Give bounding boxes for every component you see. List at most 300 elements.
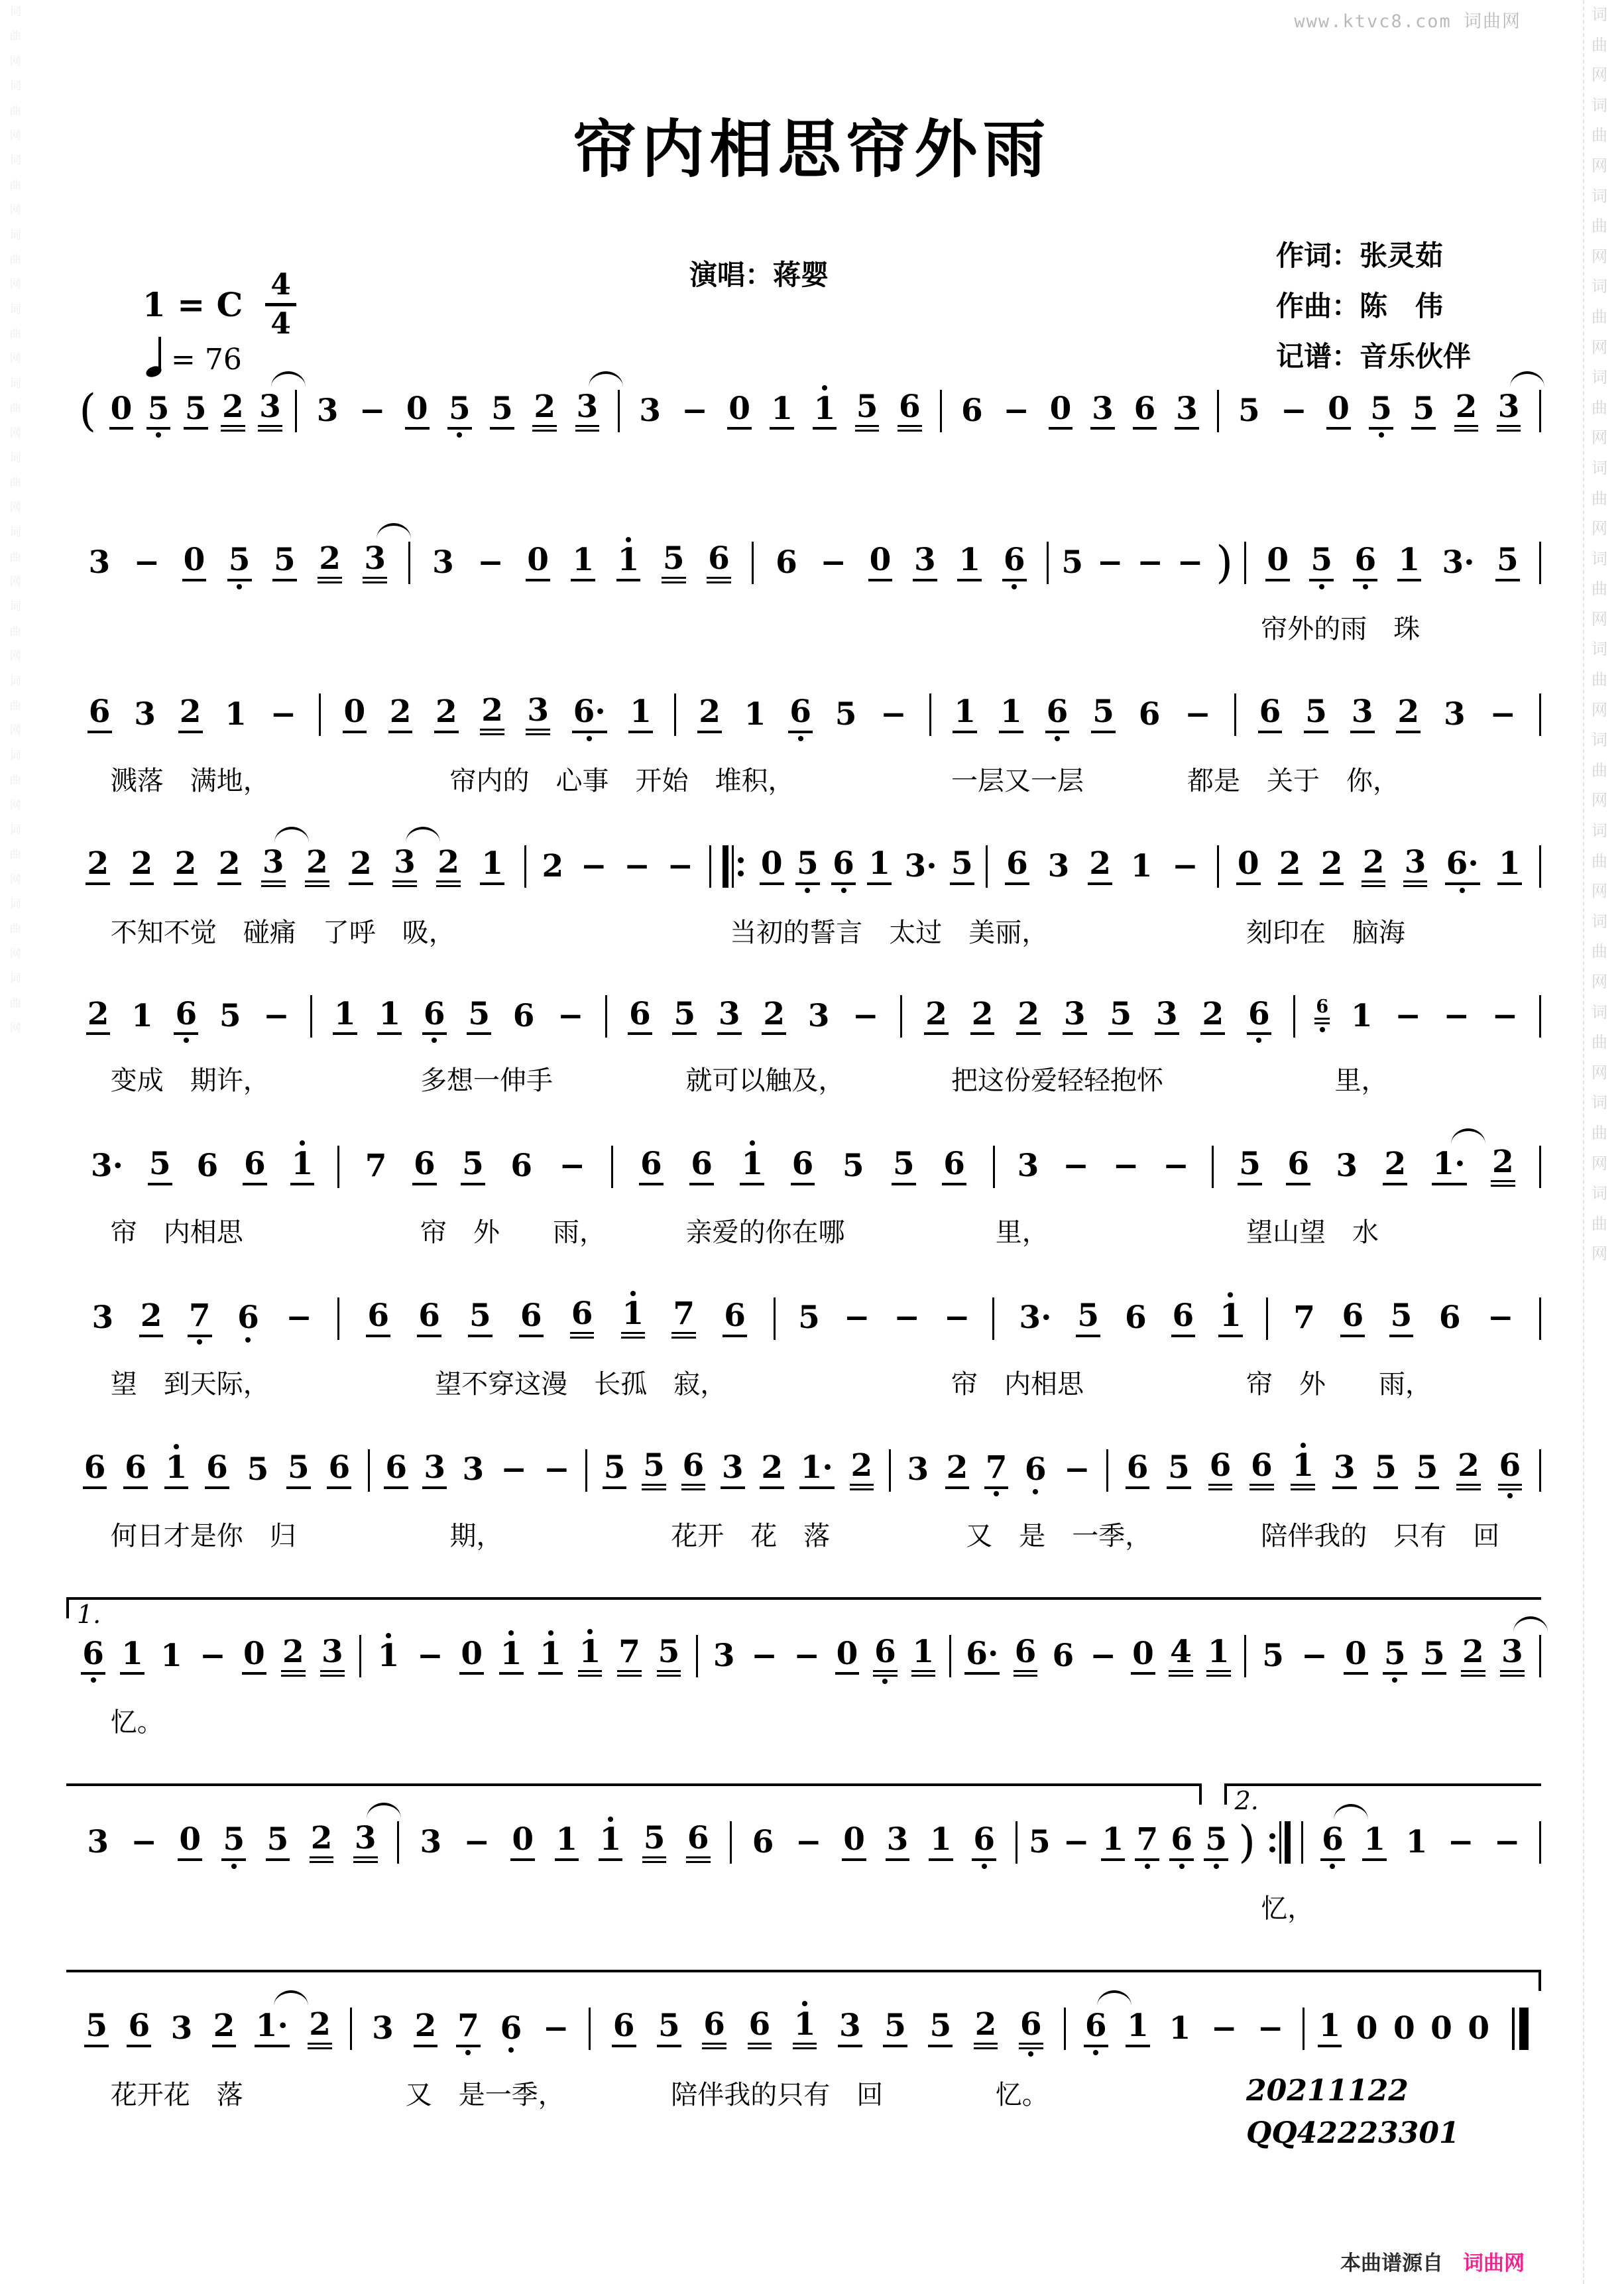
- note-value: −: [581, 847, 607, 884]
- note-value: 6·: [964, 1638, 1000, 1675]
- note: [414, 2000, 438, 2057]
- note-value: 6: [83, 1452, 107, 1489]
- note: [1183, 689, 1212, 741]
- note-value: 6: [1438, 1299, 1461, 1337]
- note-value: 5: [642, 1450, 666, 1490]
- lyric-segment: 当初的誓言 太过 美丽，: [730, 917, 1049, 948]
- note: [903, 841, 939, 893]
- note: [1309, 534, 1334, 591]
- note: [84, 2000, 109, 2057]
- note: [1061, 1140, 1090, 1193]
- volta-bracket: [66, 1597, 1541, 1629]
- note-value: 5: [672, 998, 697, 1036]
- measure: [931, 686, 1234, 743]
- note: [788, 686, 813, 743]
- note-value: 5: [461, 1148, 485, 1185]
- note: [308, 1999, 332, 2059]
- note-value: 3: [353, 1823, 378, 1863]
- note: [182, 534, 207, 591]
- note: [702, 1999, 726, 2059]
- note: [681, 1440, 706, 1500]
- note-value: 5: [1373, 1452, 1398, 1489]
- measure: [526, 841, 709, 893]
- note-value: 6: [174, 998, 198, 1036]
- note: [1304, 686, 1328, 743]
- note-value: 2: [388, 696, 413, 733]
- note: [1278, 838, 1303, 895]
- note-value: −: [793, 1638, 820, 1674]
- measure: [66, 381, 295, 442]
- note: [628, 686, 653, 743]
- note-value: −: [544, 1451, 570, 1488]
- note: [221, 381, 245, 442]
- note: [526, 685, 550, 745]
- note: [1318, 2000, 1342, 2057]
- note: [1247, 989, 1271, 1046]
- low-octave-dot-slot: [91, 1675, 96, 1685]
- note-value: 1: [1497, 848, 1522, 885]
- score: [66, 381, 1541, 2151]
- note: [1076, 1290, 1100, 1347]
- octave-dot: [994, 1491, 999, 1496]
- note: [542, 2003, 570, 2055]
- note: [953, 686, 977, 743]
- note-value: 6: [1052, 1638, 1074, 1674]
- note-value: −: [500, 1451, 527, 1488]
- octave-dot: [1379, 432, 1384, 438]
- note-value: 5: [247, 1451, 269, 1488]
- note: [1397, 534, 1422, 591]
- note: [384, 1442, 408, 1499]
- note: [556, 991, 585, 1043]
- note-value: 6: [1169, 1824, 1194, 1861]
- key-signature: 1 = C: [143, 285, 243, 324]
- octave-dot: [1320, 1027, 1325, 1032]
- volta-label: 2.: [1234, 1785, 1259, 1815]
- note-value: 6: [87, 696, 112, 733]
- note: [255, 2000, 290, 2057]
- note-value: 6: [243, 1148, 267, 1185]
- note-value: 1: [911, 1636, 936, 1677]
- note: [760, 838, 784, 895]
- lyric-segment: 一层又一层: [951, 765, 1084, 796]
- note-value: 6: [788, 696, 813, 733]
- note: [1169, 1626, 1193, 1687]
- note: [886, 1814, 910, 1871]
- quarter-note-icon: [146, 337, 163, 377]
- note-value: −: [1489, 695, 1516, 733]
- measure: [66, 989, 310, 1046]
- note: [130, 838, 154, 895]
- note: [1498, 1440, 1523, 1500]
- measure: [321, 685, 674, 745]
- measure: [66, 533, 408, 593]
- octave-dot: [237, 584, 242, 589]
- note-value: 2: [434, 696, 459, 733]
- note-value: 5: [447, 393, 472, 430]
- measure: [361, 1626, 696, 1687]
- note-value: 0: [405, 393, 430, 430]
- note-value: 3·: [90, 1148, 123, 1185]
- note: [1422, 1628, 1446, 1685]
- low-octave-dot-slot: [805, 885, 810, 895]
- note: [1286, 1138, 1310, 1195]
- note: [1300, 1630, 1328, 1683]
- note-value: 2: [850, 1450, 874, 1490]
- note-value: 6: [873, 1636, 898, 1677]
- note-value: 0: [459, 1638, 484, 1675]
- note-value: −: [270, 695, 297, 733]
- lyric-segment: 变成 期许，: [110, 1065, 270, 1097]
- note-value: −: [1137, 544, 1163, 581]
- note: [316, 385, 340, 438]
- lyric-segment: 把这份爱轻轻抱怀: [951, 1065, 1163, 1097]
- note: [628, 989, 652, 1046]
- note: [855, 381, 880, 442]
- note-value: −: [880, 695, 907, 733]
- notation-line: [66, 381, 1541, 442]
- note: [509, 1140, 534, 1193]
- octave-dot: [882, 1679, 888, 1684]
- note: [572, 686, 607, 743]
- note: [1063, 1444, 1091, 1496]
- note-value: −: [624, 847, 650, 884]
- note: [320, 1626, 345, 1687]
- repeat-dot: [738, 871, 744, 876]
- note-value: 3: [1350, 696, 1375, 733]
- note-value: 6: [960, 392, 983, 429]
- note: [526, 534, 550, 591]
- note: [1486, 1292, 1515, 1345]
- note: [1060, 537, 1084, 589]
- note-value: 6: [327, 1452, 351, 1489]
- note-value: 3: [1497, 391, 1521, 432]
- note-value: 1: [1397, 544, 1422, 581]
- volta-label: 1.: [77, 1600, 101, 1629]
- note-value: 2: [86, 998, 111, 1036]
- note-value: 5: [1422, 1638, 1446, 1675]
- note: [1495, 534, 1520, 591]
- repeat-dot: [1269, 1846, 1275, 1852]
- close-paren: ): [1238, 1817, 1255, 1868]
- note: [911, 1626, 936, 1687]
- note-value: 6: [510, 1148, 533, 1185]
- note-value: 5: [1304, 696, 1328, 733]
- note: [1002, 534, 1027, 591]
- note-value: 5: [657, 2010, 681, 2047]
- note: [928, 2000, 953, 2057]
- octave-dot: [1179, 1864, 1185, 1869]
- note: [242, 1628, 266, 1685]
- note-value: 1: [290, 1148, 315, 1185]
- note-value: 1: [740, 1148, 764, 1185]
- note: [91, 1292, 115, 1345]
- note-value: 1: [160, 1638, 182, 1674]
- note-value: −: [1395, 998, 1421, 1034]
- note: [284, 1292, 313, 1345]
- note-value: 5: [950, 848, 974, 885]
- measure: [66, 686, 319, 743]
- lyric-segment: 都是 关于 你，: [1187, 765, 1399, 796]
- note-value: 3·: [1442, 544, 1475, 581]
- octave-dot: [1093, 2050, 1098, 2055]
- low-octave-dot-slot: [1256, 1035, 1261, 1045]
- note-value: 3: [1155, 998, 1179, 1036]
- low-octave-dot-slot: [1379, 430, 1384, 440]
- note-value: 2: [1016, 998, 1041, 1036]
- note-value: 5: [795, 848, 820, 885]
- note-value: 3: [1090, 393, 1115, 430]
- note-value: −: [1064, 1451, 1090, 1488]
- low-octave-dot-slot: [432, 1035, 437, 1045]
- note-value: 3: [170, 2010, 193, 2047]
- note: [1314, 988, 1330, 1034]
- low-octave-dot-slot: [197, 1337, 202, 1347]
- note: [358, 385, 386, 438]
- measure: [988, 838, 1216, 895]
- note-value: −: [1163, 1148, 1189, 1185]
- note: [174, 838, 198, 895]
- note-value: 5: [1076, 1300, 1100, 1337]
- note: [1016, 1140, 1041, 1193]
- note-value: 3: [420, 1823, 442, 1860]
- note: [1249, 1440, 1274, 1500]
- note: [1047, 841, 1071, 893]
- low-octave-dot-slot: [1363, 581, 1368, 591]
- low-octave-dot-slot: [1055, 733, 1060, 743]
- note: [1392, 2003, 1417, 2055]
- octave-dot: [1319, 584, 1324, 589]
- note-value: −: [1487, 1299, 1514, 1337]
- note: [109, 383, 134, 440]
- note-value: 6: [831, 848, 856, 885]
- measure: [66, 1626, 359, 1687]
- note: [1135, 537, 1164, 589]
- note-value: 6: [1045, 696, 1070, 733]
- note-value: 6: [1133, 393, 1157, 430]
- octave-dot: [184, 1038, 189, 1043]
- date-stamp: 20211122: [1246, 2073, 1409, 2108]
- note-value: 6: [1314, 998, 1330, 1024]
- note: [666, 841, 695, 893]
- note: [795, 838, 820, 895]
- note-value: 6: [512, 998, 535, 1034]
- notation-line: [66, 1999, 1541, 2059]
- lyric-segment: 帘内的 心事 开始 堆积，: [449, 765, 795, 796]
- note-value: −: [1301, 1638, 1328, 1674]
- note-value: 5: [842, 1148, 864, 1185]
- note: [371, 2003, 395, 2055]
- octave-dot: [432, 1038, 437, 1043]
- system-row-9: [66, 1592, 1541, 1752]
- note: [1027, 1817, 1052, 1869]
- note: [1350, 686, 1375, 743]
- note-value: 2: [281, 1636, 306, 1677]
- note: [417, 1290, 441, 1347]
- note-head: [145, 364, 163, 379]
- note: [1332, 1442, 1357, 1499]
- note-value: 5: [467, 998, 491, 1036]
- repeat-dots: [738, 857, 744, 876]
- note-value: 3: [907, 1451, 929, 1488]
- octave-dot: [1256, 1038, 1261, 1043]
- note-value: 6: [972, 1824, 996, 1861]
- repeat-dot: [738, 857, 744, 863]
- notation-line: [66, 1440, 1541, 1500]
- octave-dot: [508, 1630, 514, 1636]
- note-value: 5: [146, 393, 171, 430]
- note: [422, 989, 447, 1046]
- note: [436, 837, 461, 897]
- barline: [1539, 1297, 1541, 1340]
- notation-line: [66, 837, 1541, 897]
- repeat-end-icon: [1265, 1821, 1291, 1864]
- tie-arc: [274, 827, 309, 843]
- note: [459, 1628, 484, 1685]
- note-value: 2: [480, 695, 504, 735]
- note-value: 5: [1262, 1638, 1284, 1674]
- lyrics-line: [66, 1197, 1541, 1262]
- note: [1432, 1138, 1467, 1195]
- note: [1171, 841, 1199, 893]
- notation-line: [66, 989, 1541, 1046]
- note-value: 0: [727, 393, 752, 430]
- note-value: 5: [266, 1824, 290, 1861]
- note-value: 6: [412, 1148, 437, 1185]
- note: [1489, 689, 1517, 741]
- lyric-segment: 帘 外 雨，: [1246, 1369, 1432, 1400]
- lyric-segment: 帘 内相思: [110, 1217, 243, 1248]
- note-value: 5: [221, 1824, 246, 1861]
- note-value: 1: [538, 1638, 563, 1675]
- note: [468, 1290, 493, 1347]
- octave-dot: [798, 736, 803, 741]
- note-value: 6: [1126, 1452, 1150, 1489]
- note: [1135, 1814, 1159, 1871]
- measure: [613, 1138, 993, 1195]
- open-paren: (: [79, 385, 97, 437]
- note-value: 6: [776, 544, 797, 581]
- note: [221, 1814, 246, 1871]
- note: [1091, 686, 1116, 743]
- note: [542, 1444, 571, 1496]
- lyric-segment: 溅落 满地，: [110, 765, 270, 796]
- note-value: 3: [432, 544, 454, 581]
- note-value: 2: [308, 2009, 332, 2049]
- note: [851, 991, 880, 1043]
- note-value: 6: [417, 1300, 441, 1337]
- note-value: 6: [127, 2010, 151, 2047]
- lyric-segment: 帘 内相思: [951, 1369, 1084, 1400]
- note: [1389, 1290, 1414, 1347]
- note: [434, 686, 459, 743]
- measure: [1236, 686, 1539, 743]
- note-value: 5: [148, 1148, 172, 1185]
- note: [1383, 1138, 1407, 1195]
- time-signature-denominator: 4: [270, 307, 291, 341]
- note-value: −: [751, 1638, 778, 1674]
- octave-dot: [587, 736, 592, 741]
- measure: [620, 381, 940, 442]
- note: [333, 989, 357, 1046]
- low-octave-dot-slot: [1320, 1024, 1325, 1034]
- octave-dot: [508, 2047, 514, 2053]
- note-value: 6: [942, 1148, 966, 1185]
- note-value: 1·: [255, 2010, 290, 2047]
- note: [892, 1292, 921, 1345]
- note: [1088, 838, 1112, 895]
- note-value: 6: [1498, 1450, 1523, 1490]
- note: [490, 383, 514, 440]
- measure: [1219, 837, 1539, 897]
- note-value: 1: [599, 1824, 623, 1861]
- octave-dot: [156, 432, 161, 438]
- note-value: 5: [1411, 393, 1436, 430]
- note-value: 0: [1049, 393, 1073, 430]
- tie-arc: [406, 827, 440, 843]
- note: [170, 2003, 194, 2055]
- note-value: 5: [883, 2010, 907, 2047]
- octave-dot: [1392, 1677, 1397, 1683]
- notation-line: [66, 1626, 1541, 1687]
- note-value: 5: [835, 695, 857, 733]
- note-value: 5: [1309, 544, 1334, 581]
- note: [999, 686, 1023, 743]
- note-value: 5: [286, 1452, 311, 1489]
- note: [1265, 534, 1290, 591]
- note-value: 1: [131, 998, 153, 1034]
- note-value: −: [359, 392, 386, 429]
- note-value: 6: [1258, 696, 1283, 733]
- note-value: 2: [310, 1823, 334, 1863]
- note: [929, 1814, 953, 1871]
- note-value: 6: [384, 1452, 408, 1489]
- lyric-segment: 陪伴我的只有 回: [671, 2079, 884, 2110]
- note-value: 3: [320, 1636, 345, 1677]
- note: [972, 1814, 996, 1871]
- note: [1161, 1140, 1190, 1193]
- note-value: 6: [1024, 1451, 1047, 1488]
- octave-dot: [1214, 1864, 1219, 1869]
- note-value: 1: [621, 1298, 646, 1339]
- notation-line: [66, 1288, 1541, 1349]
- note: [133, 537, 161, 589]
- note-value: 3: [261, 847, 286, 887]
- measure: [995, 1140, 1212, 1193]
- note: [246, 1444, 270, 1496]
- note: [281, 1626, 306, 1687]
- note: [1438, 1292, 1462, 1345]
- time-signature: [265, 270, 296, 339]
- note-value: 1: [578, 1636, 603, 1677]
- note-value: 1: [333, 998, 357, 1036]
- note-value: 0: [835, 1638, 860, 1675]
- note: [1090, 383, 1115, 440]
- note-value: 2: [1491, 1146, 1515, 1187]
- note: [1350, 991, 1374, 1043]
- note-value: 1: [999, 696, 1023, 733]
- note-value: 7: [671, 1298, 696, 1339]
- note: [83, 1442, 107, 1499]
- lyric-segment: 帘 外 雨，: [420, 1217, 606, 1248]
- note: [662, 533, 686, 593]
- thick-bar: [723, 845, 728, 888]
- repeat-dot: [1269, 1833, 1275, 1839]
- note-value: 5: [1238, 1148, 1262, 1185]
- note: [1208, 1440, 1233, 1500]
- note: [392, 837, 417, 897]
- note-value: 6: [1014, 1636, 1038, 1677]
